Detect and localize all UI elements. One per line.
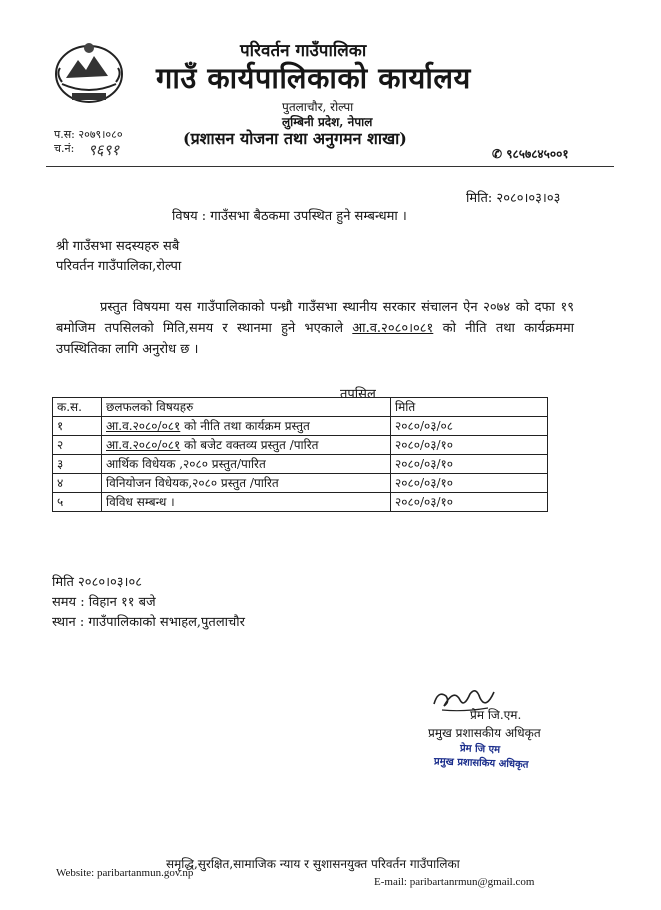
letter-date: मिति: २०८०।०३।०३ xyxy=(466,191,561,206)
row-sn: ४ xyxy=(53,474,102,493)
footer-motto: समृद्धि,सुरक्षित,सामाजिक न्याय र सुशासनयुक्त परिवर्तन गाउँपालिका xyxy=(166,857,460,871)
meeting-date: मिति २०८०।०३।०८ xyxy=(52,575,142,590)
branch-name: (प्रशासन योजना तथा अनुगमन शाखा) xyxy=(183,129,407,148)
dispatch-label: च.नं: xyxy=(54,142,75,155)
fiscal-year-ref: प.स: २०७९।०८० xyxy=(54,128,123,141)
phone-number xyxy=(492,145,569,162)
table-row xyxy=(53,474,548,493)
stamp-title: प्रमुख प्रशासकिय अधिकृत xyxy=(433,756,529,771)
table-row xyxy=(53,493,548,512)
addressee-line-1: श्री गाउँसभा सदस्यहरु सबै xyxy=(56,239,180,254)
row-date: २०८०/०३/१० xyxy=(391,493,548,512)
header-sn: क.स. xyxy=(53,398,102,417)
addressee-line-2: परिवर्तन गाउँपालिका,रोल्पा xyxy=(56,259,182,274)
agenda-table xyxy=(52,397,548,512)
meeting-time: समय : विहान ११ बजे xyxy=(52,595,156,610)
phone-value: ९८५७८४५००१ xyxy=(506,147,569,161)
body-fiscal-year: आ.व.२०८०।०८१ xyxy=(352,321,434,336)
address-line-1: पुतलाचौर, रोल्पा xyxy=(282,100,354,114)
org-name: परिवर्तन गाउँपालिका xyxy=(240,41,367,61)
table-header-row xyxy=(53,398,548,417)
stamp-name: प्रेम जि एम xyxy=(459,743,501,756)
body-part-2: को नीति तथा कार्यक्रममा उपस्थितिका लागि अनुरोध छ । xyxy=(56,321,574,357)
table-row xyxy=(53,436,548,455)
row-sn: ५ xyxy=(53,493,102,512)
footer-email: E-mail: paribartanrmun@gmail.com xyxy=(374,876,535,888)
header-topic: छलफलको विषयहरु xyxy=(102,398,391,417)
row-date: २०८०/०३/१० xyxy=(391,474,548,493)
footer-website: Website: paribartanmun.gov.np xyxy=(56,867,194,879)
letter-body xyxy=(56,297,574,360)
signatory-title: प्रमुख प्रशासकीय अधिकृत xyxy=(428,726,541,740)
row-topic: विनियोजन विधेयक,२०८० प्रस्तुत /पारित xyxy=(102,474,391,493)
header-divider xyxy=(46,166,614,167)
row-sn: १ xyxy=(53,417,102,436)
signatory-name: प्रेम जि.एम. xyxy=(470,708,522,722)
body-part-1: प्रस्तुत विषयमा यस गाउँपालिकाको पन्ध्रौ गाउँसभा स्थानीय सरकार संचालन ऐन २०७४ को दफा १९ बमोजिम तपसिलको मिति,समय र स्थानमा हुने भएकाले xyxy=(56,300,574,336)
table-caption: तपसिल xyxy=(340,387,376,402)
address-line-2: लुम्बिनी प्रदेश, नेपाल xyxy=(282,115,373,129)
row-date: २०८०/०३/०८ xyxy=(391,417,548,436)
table-row xyxy=(53,417,548,436)
dispatch-number: ९६९१ xyxy=(88,141,120,159)
row-topic: आ.व.२०८०/०८१ को नीति तथा कार्यक्रम प्रस्तुत xyxy=(102,417,391,436)
phone-icon: ✆ xyxy=(492,147,507,161)
row-sn: २ xyxy=(53,436,102,455)
row-sn: ३ xyxy=(53,455,102,474)
row-topic: आ.व.२०८०/०८१ को बजेट वक्तव्य प्रस्तुत /पारित xyxy=(102,436,391,455)
meeting-place: स्थान : गाउँपालिकाको सभाहल,पुतलाचौर xyxy=(52,615,245,630)
row-topic: आर्थिक विधेयक ,२०८० प्रस्तुत/पारित xyxy=(102,455,391,474)
row-date: २०८०/०३/१० xyxy=(391,436,548,455)
office-name: गाउँ कार्यपालिकाको कार्यालय xyxy=(156,61,471,95)
table-row xyxy=(53,455,548,474)
row-date: २०८०/०३/१० xyxy=(391,455,548,474)
letter-subject: विषय : गाउँसभा बैठकमा उपस्थित हुने सम्बन्धमा । xyxy=(172,209,407,224)
government-emblem-logo xyxy=(52,38,126,106)
header-date: मिति xyxy=(391,398,548,417)
row-topic: विविध सम्बन्ध । xyxy=(102,493,391,512)
